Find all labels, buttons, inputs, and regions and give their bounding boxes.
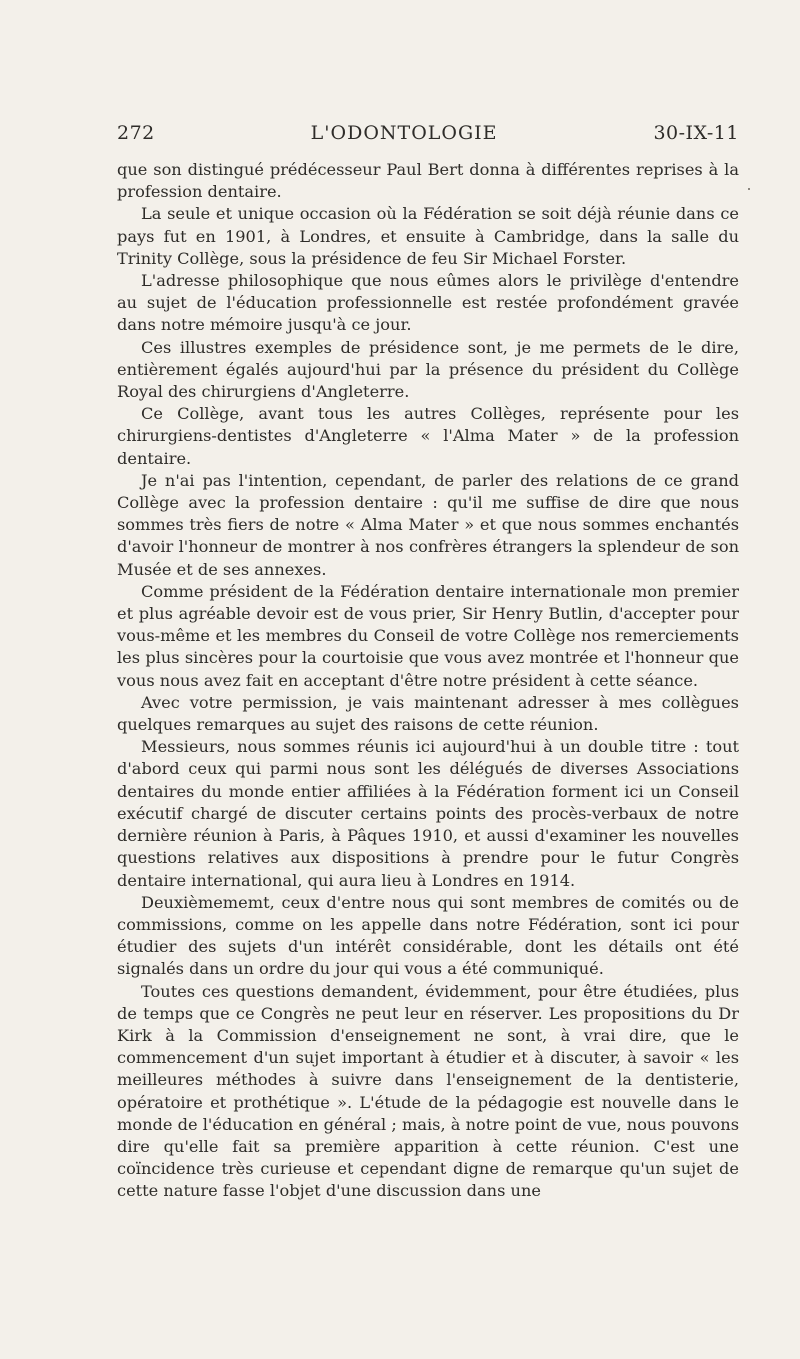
paragraph: Comme président de la Fédération dentaire internationale mon premier et plus agréable devoir est de vous prier, Sir Henry Butlin, d'accepter pour vous-même et les membres du Conseil de votre Collège nos remerciements les plus sincères pour la courtoisie que vous avez montrée et l'honneur que vous nous avez fait en acceptant d'être notre président à cette séance. [117,581,739,690]
paragraph: Je n'ai pas l'intention, cependant, de parler des relations de ce grand Collège avec la profession dentaire : qu'il me suffise de dire que nous sommes très fiers de notre « Alma Mater » et que nous sommes enchantés d'avoir l'honneur de montrer à nos confrères étrangers la splendeur de son Musée et de ses annexes. [117,470,739,579]
paragraph: Ce Collège, avant tous les autres Collèges, représente pour les chirurgiens-dentistes d'Angleterre « l'Alma Mater » de la profession dentaire. [117,404,739,468]
book-page [117,121,739,1203]
page-number: 272 [117,122,155,144]
paragraph: Deuxièmememt, ceux d'entre nous qui sont membres de comités ou de commissions, comme on les appelle dans notre Fédération, sont ici pour étudier des sujets d'un intérêt considérable, dont les détails ont été signalés dans un ordre du jour qui vous a été communiqué. [117,892,739,979]
paragraph: que son distingué prédécesseur Paul Bert donna à différentes reprises à la profession dentaire. [117,160,739,202]
paragraph: Ces illustres exemples de présidence sont, je me permets de le dire, entièrement égalés aujourd'hui par la présence du président du Collège Royal des chirurgiens d'Angleterre. [117,337,739,402]
paragraph: Toutes ces questions demandent, évidemment, pour être étudiées, plus de temps que ce Congrès ne peut leur en réserver. Les propositions du Dr Kirk à la Commission d'enseignement ne sont, à vrai dire, que le commencement d'un sujet important à étudier et à discuter, à savoir « les meilleures méthodes à suivre dans l'enseignement de la dentisterie, opératoire et prothétique ». L'étude de la pédagogie est nouvelle dans le monde de l'éducation en général ; mais, à notre point de vue, nous pouvons dire qu'elle fait sa première apparition à cette réunion. C'est une coïncidence très curieuse et cependant digne de remarque qu'un sujet de cette nature fasse l'objet d'une discussion dans une [117,981,739,1201]
paragraph: Avec votre permission, je vais maintenant adresser à mes collègues quelques remarques au sujet des raisons de cette réunion. [117,692,739,735]
paragraph: La seule et unique occasion où la Fédération se soit déjà réunie dans ce pays fut en 1901, à Londres, et ensuite à Cambridge, dans la salle du Trinity Collège, sous la présidence de feu Sir Michael Forster. [117,204,739,268]
article-body [117,159,739,1203]
paragraph: Messieurs, nous sommes réunis ici aujourd'hui à un double titre : tout d'abord ceux qui parmi nous sont les délégués de diverses Associations dentaires du monde entier affiliées à la Fédération forment ici un Conseil exécutif chargé de discuter certains points des procès-verbaux de notre dernière réunion à Paris, à Pâques 1910, et aussi d'examiner les nouvelles questions relatives aux dispositions à prendre pour le futur Congrès dentaire international, qui aura lieu à Londres en 1914. [117,737,739,890]
paper-speck [748,188,750,190]
paragraph: L'adresse philosophique que nous eûmes alors le privilège d'entendre au sujet de l'éducation professionnelle est restée profondément gravée dans notre mémoire jusqu'à ce jour. [117,271,739,335]
issue-date: 30-IX-11 [653,122,739,144]
journal-title: L'ODONTOLOGIE [310,122,498,144]
running-header [117,121,739,145]
